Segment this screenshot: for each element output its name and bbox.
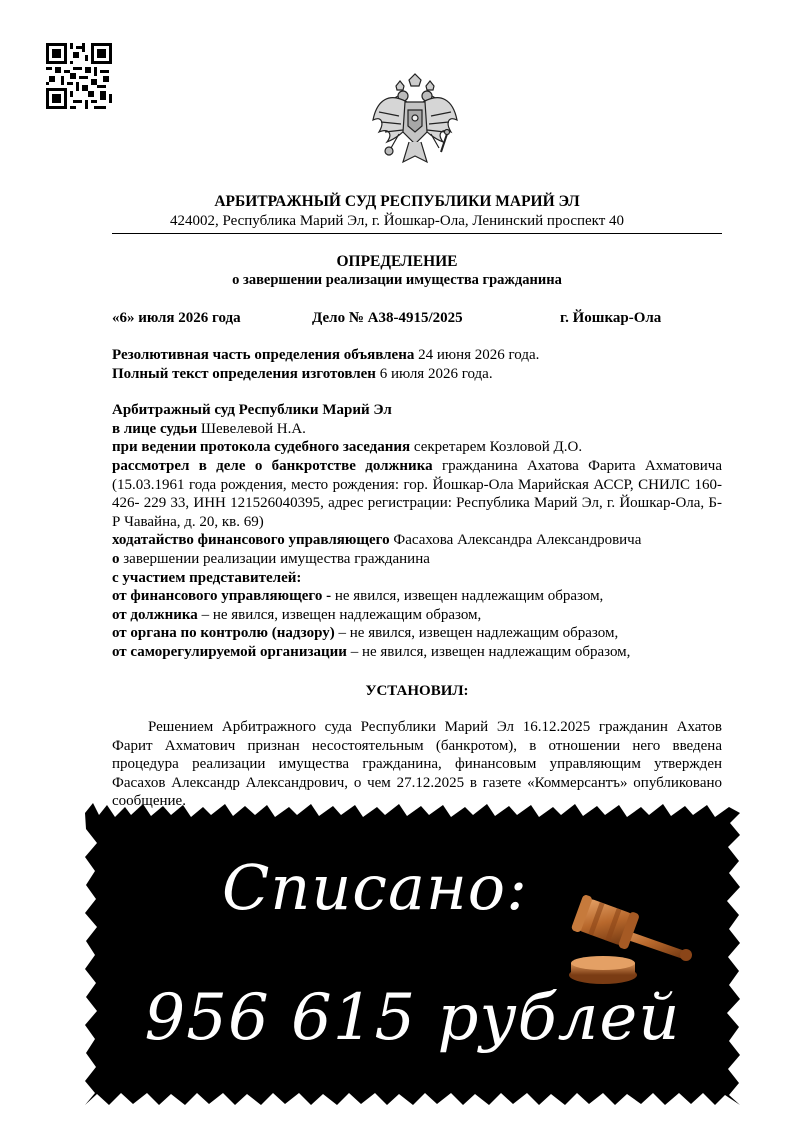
rep-line-sro: от саморегулируемой организации – не явился, извещен надлежащим образом, xyxy=(112,643,631,660)
written-off-amount: 956 615 рублей xyxy=(144,981,681,1055)
court-address: 424002, Республика Марий Эл, г. Йошкар-Ола, Ленинский проспект 40 xyxy=(169,213,625,229)
document-date: «6» июля 2026 года xyxy=(112,310,241,326)
document-body xyxy=(112,346,722,811)
petition-line: ходатайство финансового управляющего Фасахова Александра Александровича xyxy=(112,532,642,549)
full-text-line: Полный текст определения изготовлен 6 июля 2026 года. xyxy=(112,365,493,382)
rep-line-debtor: от должника – не явился, извещен надлежащим образом, xyxy=(112,606,482,623)
protocol-line: при ведении протокола судебного заседания секретарем Козловой Д.О. xyxy=(112,439,583,456)
court-name: АРБИТРАЖНЫЙ СУД РЕСПУБЛИКИ МАРИЙ ЭЛ xyxy=(214,193,580,210)
participation-heading: с участием представителей: xyxy=(112,569,302,586)
judge-line: в лице судьи Шевелевой Н.А. xyxy=(112,420,306,437)
gavel-icon xyxy=(565,883,700,988)
case-number: Дело № А38-4915/2025 xyxy=(312,310,463,326)
considered-paragraph: рассмотрел в деле о банкротстве должника гражданина Ахатова Фарита Ахматовича (15.03.1961 года рождения, место рождения: гор. Йошкар-Ола Марийская АССР, СНИЛС 160-426- 229 33, ИНН 121526040395, адрес регистрации: Республика Марий Эл, г. Йошкар-Ола, Б-Р Чавайна, д. 20, кв. 69) xyxy=(112,457,723,530)
court-line: Арбитражный суд Республики Марий Эл xyxy=(112,402,392,419)
header-divider xyxy=(112,233,722,234)
written-off-banner xyxy=(85,803,740,1105)
banner-title: Списано: xyxy=(221,851,529,924)
operative-part-line: Резолютивная часть определения объявлена 24 июня 2026 года. xyxy=(112,347,540,363)
established-heading: УСТАНОВИЛ: xyxy=(365,682,469,699)
qr-code-icon xyxy=(46,43,112,109)
coat-of-arms-icon xyxy=(369,72,461,172)
document-subtitle: о завершении реализации имущества гражданина xyxy=(232,272,562,288)
rep-line-supervisory-body: от органа по контролю (надзору) – не явился, извещен надлежащим образом, xyxy=(112,625,619,642)
rep-line-financial-manager: от финансового управляющего - не явился, извещен надлежащим образом, xyxy=(112,588,604,605)
document-city: г. Йошкар-Ола xyxy=(560,310,662,326)
document-title: ОПРЕДЕЛЕНИЕ xyxy=(336,253,458,270)
about-line: о завершении реализации имущества гражданина xyxy=(112,550,430,567)
decision-paragraph: Решением Арбитражного суда Республики Марий Эл 16.12.2025 гражданин Ахатов Фарит Ахматович признан несостоятельным (банкротом), в отношении него введена процедура реализации имущества гражданина, финансовым управляющим утвержден Фасахов Александр Александрович, о чем 27.12.2025 в газете «Коммерсантъ» опубликовано сообщение. xyxy=(112,719,722,810)
